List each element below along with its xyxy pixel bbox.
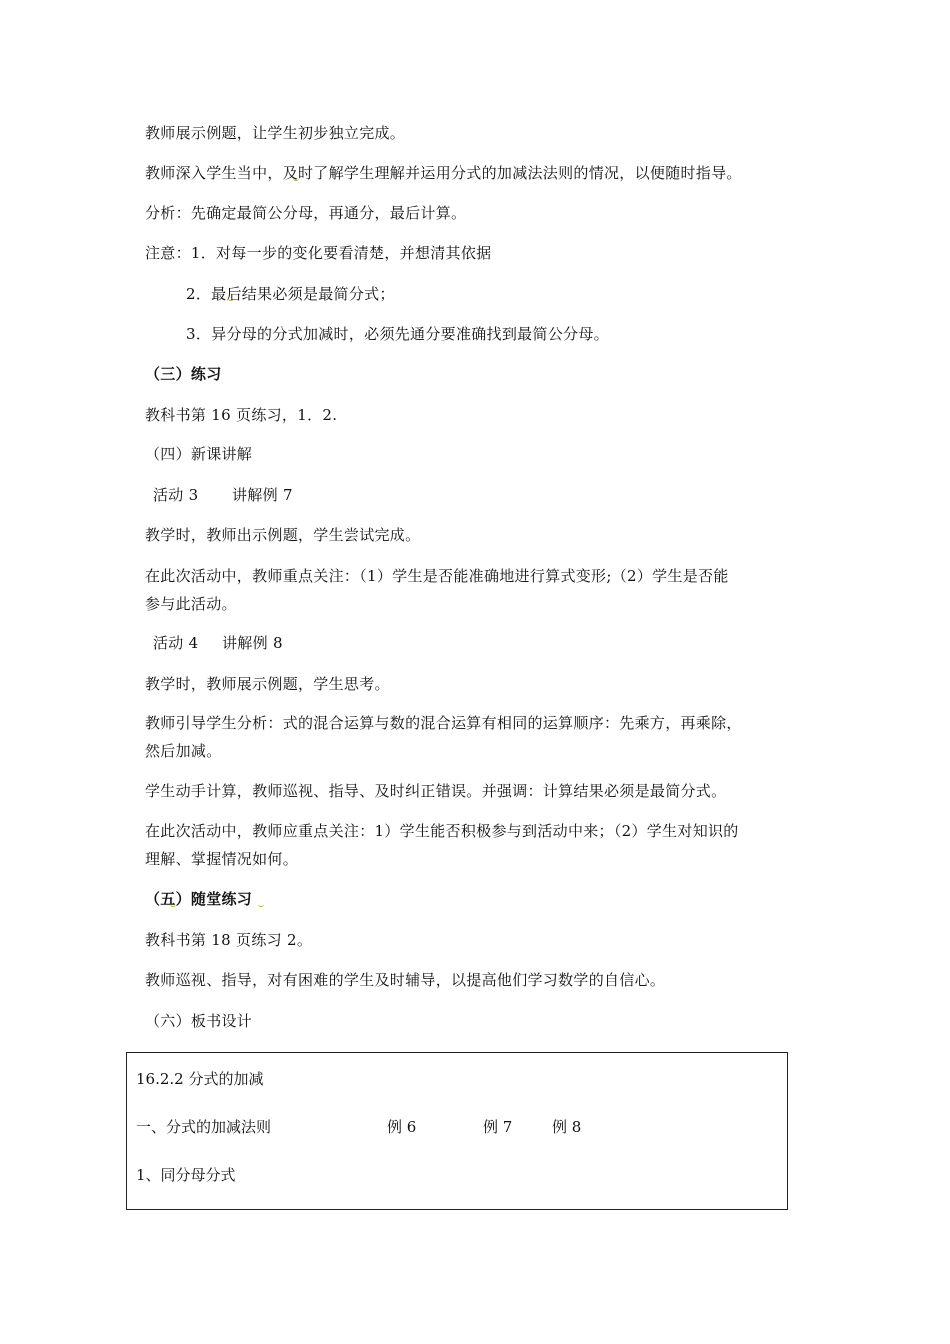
section-heading-new-lesson: （四）新课讲解: [145, 445, 253, 463]
paragraph-student-calc: 学生动手计算，教师巡视、指导、及时纠正错误。并强调：计算结果必须是最简分式。: [145, 782, 727, 800]
paragraph-mixed-ops-line1: 教师引导学生分析：式的混合运算与数的混合运算有相同的运算顺序：先乘方，再乘除，: [145, 714, 742, 732]
paragraph-textbook-exercise-18: 教科书第 18 页练习 2。: [145, 931, 313, 949]
activity-4-text: 讲解例 8: [222, 634, 283, 652]
paragraph-note-3: 3．异分母的分式加减时，必须先通分要准确找到最简公分母。: [186, 325, 609, 343]
paragraph-focus-8-line2: 理解、掌握情况如何。: [145, 850, 299, 868]
board-same-denominator: 1、同分母分式: [136, 1166, 236, 1184]
annotation-mark: [258, 903, 264, 907]
paragraph-focus-7-line1: 在此次活动中，教师重点关注：（1）学生是否能准确地进行算式变形;（2）学生是否能: [145, 567, 729, 585]
activity-3-label: 活动 3: [153, 486, 199, 504]
paragraph-focus-7-line2: 参与此活动。: [145, 595, 237, 613]
board-title: 16.2.2 分式的加减: [136, 1070, 264, 1088]
activity-3-text: 讲解例 7: [232, 486, 293, 504]
section-heading-board-design: （六）板书设计: [145, 1012, 253, 1030]
paragraph-teacher-patrol: 教师巡视、指导，对有困难的学生及时辅导，以提高他们学习数学的自信心。: [145, 971, 666, 989]
board-example-6: 例 6: [387, 1118, 417, 1136]
paragraph-teaching-7: 教学时，教师出示例题，学生尝试完成。: [145, 526, 421, 544]
paragraph-demo-example: 教师展示例题，让学生初步独立完成。: [145, 124, 406, 142]
paragraph-mixed-ops-line2: 然后加减。: [145, 742, 222, 760]
board-design-box: [126, 1052, 788, 1210]
paragraph-teacher-guidance: 教师深入学生当中，及时了解学生理解并运用分式的加减法法则的情况，以便随时指导。: [145, 164, 742, 182]
board-rule-heading: 一、分式的加减法则: [136, 1118, 272, 1136]
paragraph-note-1: 注意：1．对每一步的变化要看清楚，并想清其依据: [145, 244, 492, 262]
board-example-8: 例 8: [552, 1118, 582, 1136]
board-example-7: 例 7: [483, 1118, 513, 1136]
section-heading-practice: （三）练习: [145, 365, 222, 383]
section-heading-class-practice: （五）随堂练习: [145, 890, 253, 908]
paragraph-note-2: 2．最后结果必须是最简分式；: [186, 285, 395, 303]
paragraph-textbook-exercise-16: 教科书第 16 页练习，1．2.: [145, 406, 338, 424]
paragraph-teaching-8: 教学时，教师展示例题，学生思考。: [145, 675, 390, 693]
paragraph-focus-8-line1: 在此次活动中，教师应重点关注：1）学生能否积极参与到活动中来；（2）学生对知识的: [145, 822, 739, 840]
paragraph-analysis: 分析：先确定最简公分母，再通分，最后计算。: [145, 204, 467, 222]
activity-4-label: 活动 4: [153, 634, 199, 652]
